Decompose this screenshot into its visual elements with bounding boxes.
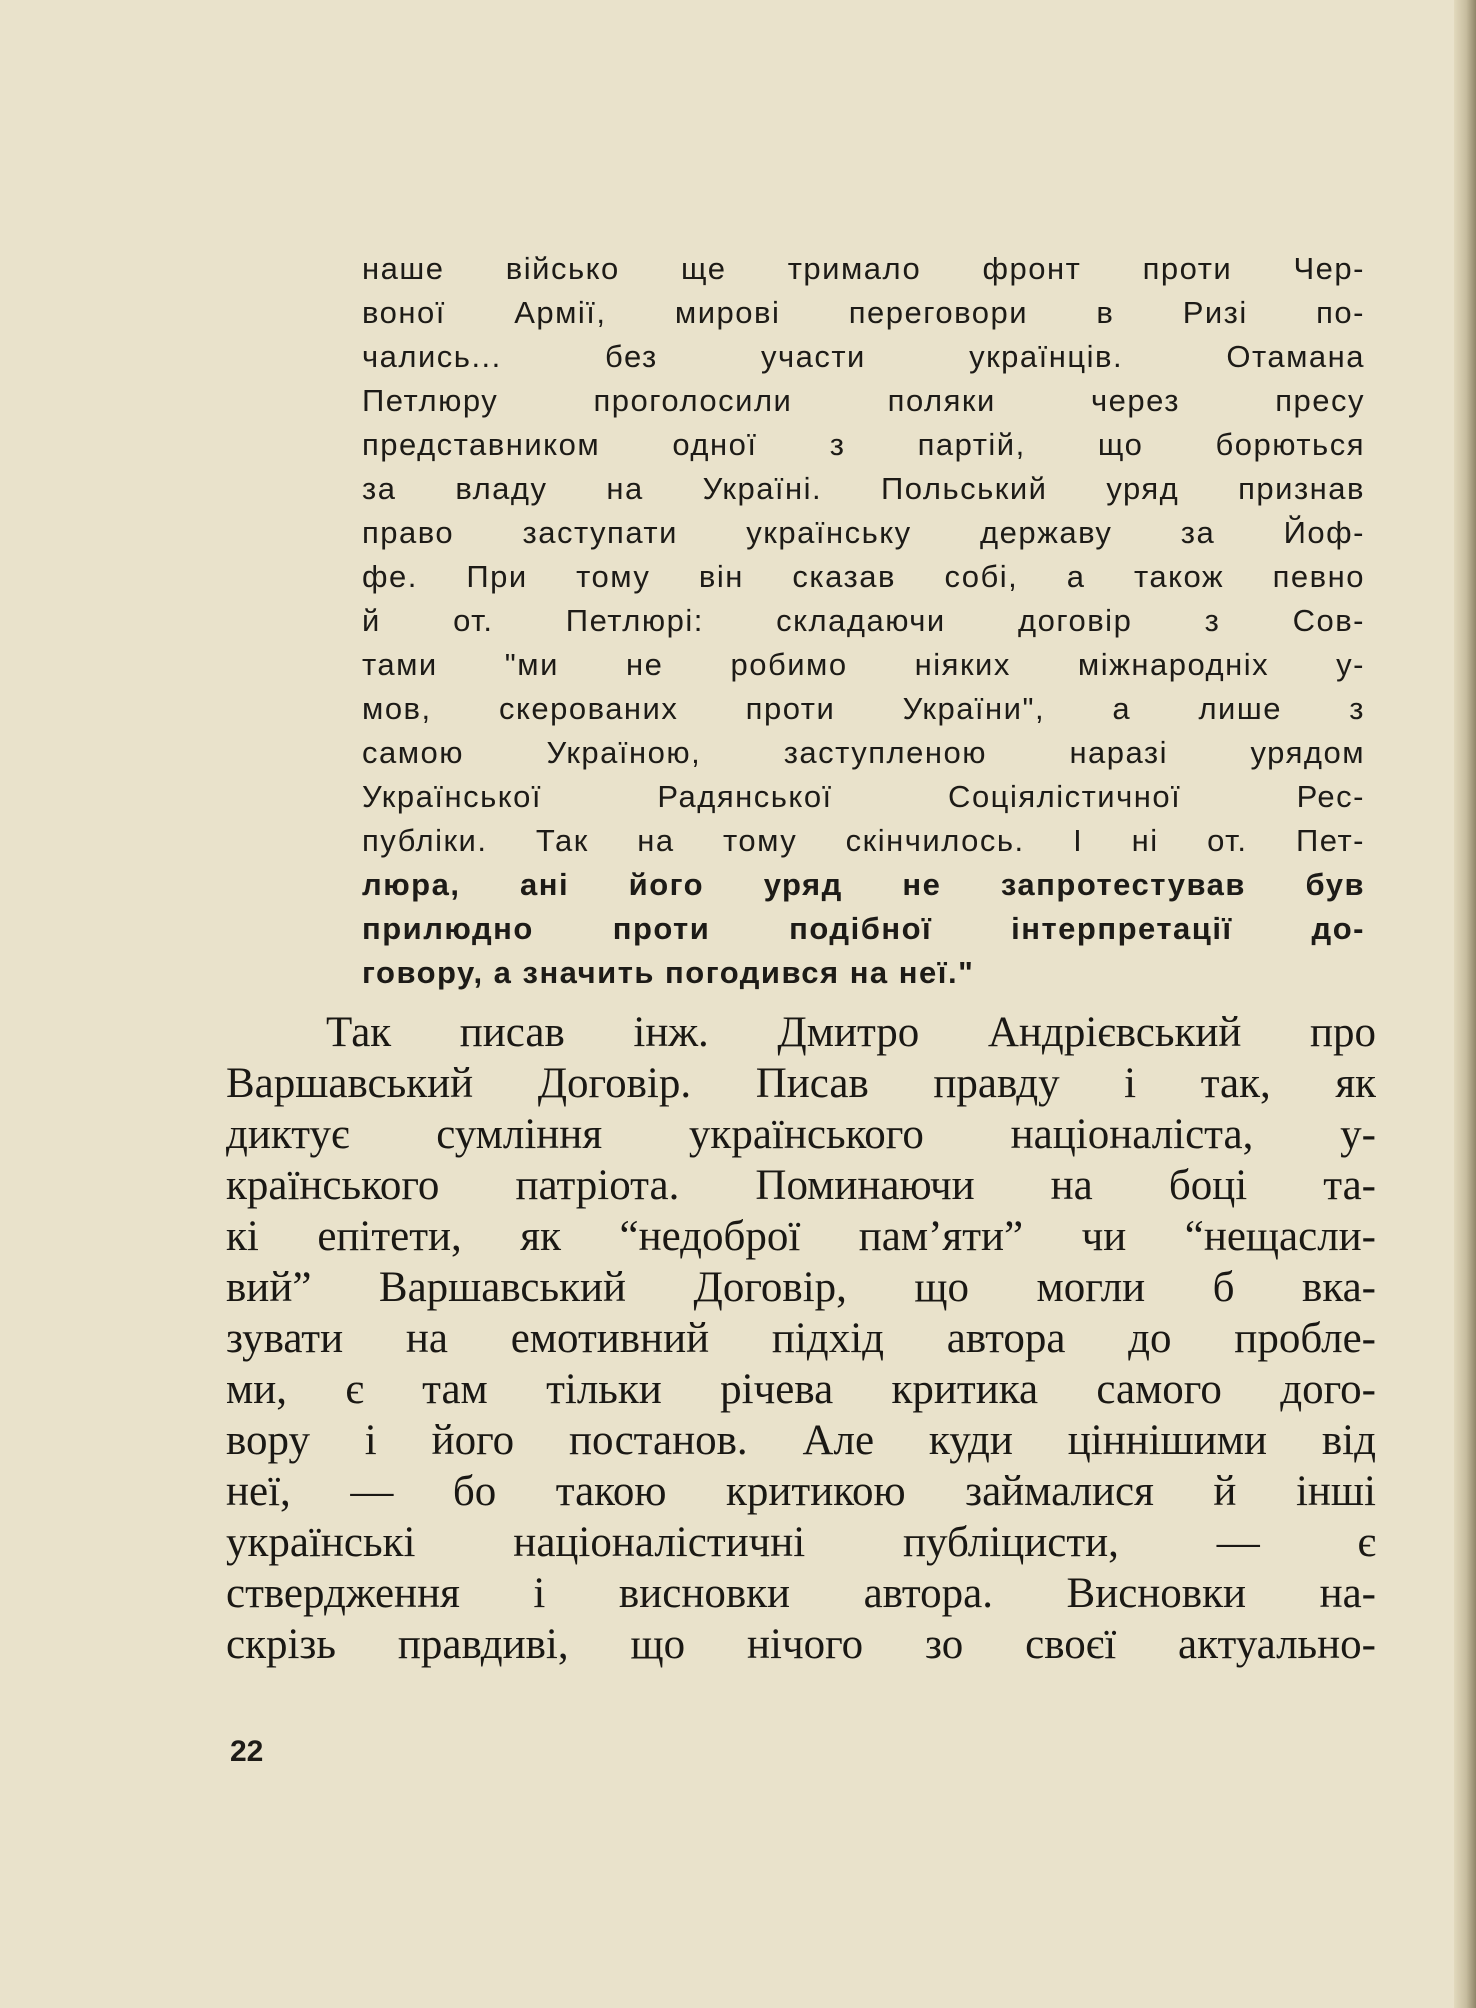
quote-line: Української Радянської Соціялістичної Рес- bbox=[362, 779, 1365, 814]
quote-line: наше військо ще тримало фронт проти Чер- bbox=[362, 251, 1365, 286]
body-line: ствердження і висновки автора. Висновки на- bbox=[226, 1570, 1376, 1617]
body-line: скрізь правдиві, що нічого зо своєї актуально- bbox=[226, 1621, 1376, 1668]
quote-line: чались... без участи українців. Отамана bbox=[362, 339, 1365, 374]
quote-line: й от. Петлюрі: складаючи договір з Сов- bbox=[362, 603, 1365, 638]
body-line: диктує сумління українського націоналіста, у- bbox=[226, 1111, 1376, 1158]
body-line: вору і його постанов. Але куди ціннішими від bbox=[226, 1417, 1376, 1464]
body-line: неї, — бо такою критикою займалися й інші bbox=[226, 1468, 1376, 1515]
body-line: країнського патріота. Поминаючи на боці та- bbox=[226, 1162, 1376, 1209]
quote-line: представником одної з партій, що борються bbox=[362, 427, 1365, 462]
quote-line: фе. При тому він сказав собі, а також певно bbox=[362, 559, 1365, 594]
quote-line: за владу на Україні. Польський уряд признав bbox=[362, 471, 1365, 506]
quote-line: говору, а значить погодився на неї." bbox=[362, 955, 975, 990]
quote-line: тами "ми не робимо ніяких міжнародніх у- bbox=[362, 647, 1365, 682]
page-number: 22 bbox=[230, 1735, 264, 1768]
quote-line: воної Армії, мирові переговори в Ризі по- bbox=[362, 295, 1365, 330]
body-line: Так писав інж. Дмитро Андрієвський про bbox=[326, 1009, 1376, 1056]
quote-line: мов, скерованих проти України", а лише з bbox=[362, 691, 1365, 726]
quote-line: Петлюру проголосили поляки через пресу bbox=[362, 383, 1365, 418]
quote-line: публіки. Так на тому скінчилось. І ні от. Пет- bbox=[362, 823, 1365, 858]
quote-line: право заступати українську державу за Йоф- bbox=[362, 515, 1365, 550]
body-line: ми, є там тільки річева критика самого дого- bbox=[226, 1366, 1376, 1413]
body-line: Варшавський Договір. Писав правду і так, як bbox=[226, 1060, 1376, 1107]
body-line: українські націоналістичні публіцисти, — є bbox=[226, 1519, 1376, 1566]
page-edge-shadow bbox=[1454, 0, 1476, 2008]
quote-line: люра, ані його уряд не запротестував був bbox=[362, 867, 1365, 902]
body-line: вий” Варшавський Договір, що могли б вка- bbox=[226, 1264, 1376, 1311]
quote-line: самою Україною, заступленою наразі урядом bbox=[362, 735, 1365, 770]
quote-line: прилюдно проти подібної інтерпретації до- bbox=[362, 911, 1365, 946]
body-line: зувати на емотивний підхід автора до пробле- bbox=[226, 1315, 1376, 1362]
body-line: кі епітети, як “недоброї пам’яти” чи “нещасли- bbox=[226, 1213, 1376, 1260]
